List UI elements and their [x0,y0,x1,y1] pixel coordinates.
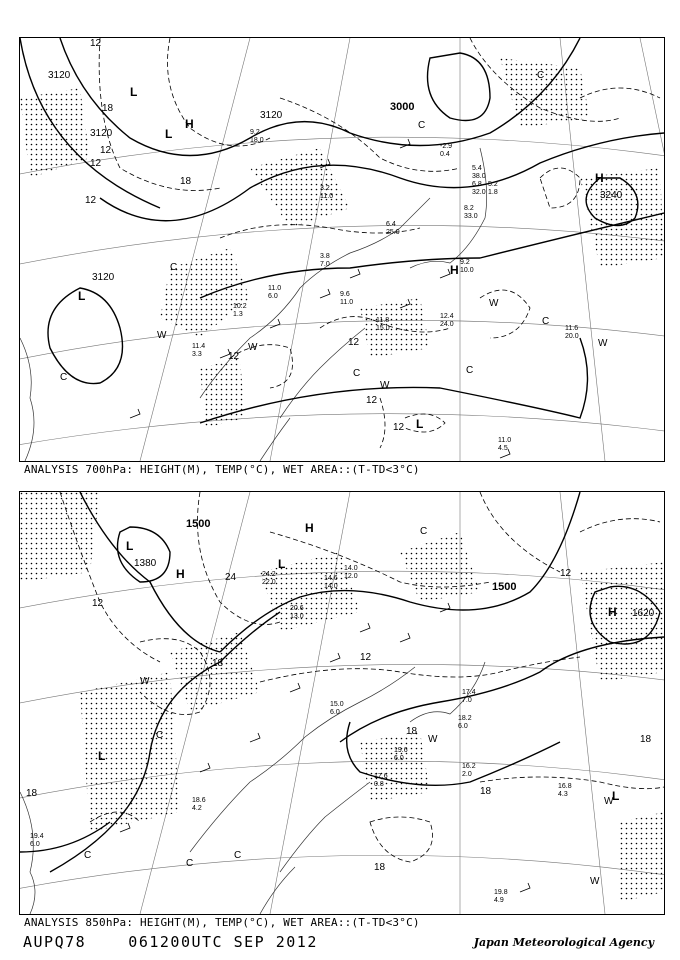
temp-label: 12 [85,195,97,206]
station-value: 7.0 [320,261,330,268]
temp-label: 18 [26,788,38,799]
low-center: L [612,789,620,803]
station-value: 5.2 [488,181,498,188]
wind-barbs [120,603,530,892]
station-value: 2.0 [462,771,472,778]
station-value: 19.8 [494,889,508,896]
temp-label: 18 [480,786,492,797]
temp-label: 12 [90,38,102,49]
caption-850hpa: ANALYSIS 850hPa: HEIGHT(M), TEMP(°C), WET AREA::(T-TD<3°C) [24,916,420,929]
height-label: 3120 [92,272,115,283]
station-value: 9.6 [340,291,350,298]
station-value: 4.9 [494,897,504,904]
station-value: -2.9 [440,143,453,150]
station-value: 18.2 [458,715,472,722]
warm-marker: W [489,298,499,309]
cold-marker: C [542,316,550,327]
map-850hpa-canvas [20,492,664,914]
high-center: H [305,521,314,535]
station-value: 18.6 [192,797,206,804]
station-value: 9.2 [250,129,260,136]
temp-label: 12 [366,395,378,406]
map-panel-700hpa [19,37,665,462]
wet-areas [20,492,664,902]
wet-areas [20,58,664,428]
station-value: 14.6 [324,575,338,582]
temp-label: 18 [212,658,224,669]
station-value: 4.3 [558,791,568,798]
low-center: L [126,539,134,553]
station-value: 6.0 [330,709,340,716]
height-label: 3000 [390,101,415,113]
cold-marker: C [234,850,242,861]
map-panel-850hpa [19,491,665,915]
station-value: 0.4 [440,151,450,158]
cold-marker: C [170,262,178,273]
station-value: 32.0 [472,189,486,196]
station-value: 20.0 [565,333,579,340]
station-value: 11.8 [376,317,390,324]
high-center: H [450,263,459,277]
height-label: 1500 [186,518,211,530]
temp-label: 12 [360,652,372,663]
warm-marker: W [248,342,258,353]
station-value: 11.0 [268,285,282,292]
warm-marker: W [590,876,600,887]
cold-marker: C [156,730,164,741]
station-value: 15.0 [330,701,344,708]
station-value: 19.6 [394,747,408,754]
station-value: 0.8 [374,781,384,788]
caption-700hpa: ANALYSIS 700hPa: HEIGHT(M), TEMP(°C), WET AREA::(T-TD<3°C) [24,463,420,476]
cold-marker: C [60,372,68,383]
low-center: L [98,749,106,763]
station-value: 7.0 [462,697,472,704]
high-center: H [595,171,604,185]
station-value: 15.0 [376,325,390,332]
station-value: 6.0 [394,755,404,762]
cold-marker: C [537,70,545,81]
warm-marker: W [380,380,390,391]
station-value: 6.4 [386,221,396,228]
station-value: 24.0 [440,321,454,328]
station-value: 16.8 [558,783,572,790]
station-value: 1.8 [488,189,498,196]
station-value: 33.0 [464,213,478,220]
cold-marker: C [420,526,428,537]
temp-label: 18 [180,176,192,187]
station-value: 16.2 [462,763,476,770]
temp-label: 18 [374,862,386,873]
station-value: 12.0 [344,573,358,580]
station-value: 11.6 [565,325,579,332]
station-plots [192,129,579,452]
station-value: 13.0 [290,613,304,620]
station-value: 8.2 [464,205,474,212]
temp-label: 18 [102,103,114,114]
station-value: 10.0 [460,267,474,274]
warm-marker: W [140,676,150,687]
cold-marker: C [353,368,361,379]
station-value: 22.0 [262,579,276,586]
station-value: 19.4 [30,833,44,840]
station-value: 14.0 [324,583,338,590]
station-value: 4.5 [498,445,508,452]
high-center: H [608,605,617,619]
station-value: 11.0 [340,299,354,306]
station-value: 17.4 [462,689,476,696]
temp-label: 24 [225,572,237,583]
cold-marker: C [186,858,194,869]
station-value: 11.4 [192,343,206,350]
station-value: 9.2 [460,259,470,266]
height-label: 1620 [632,608,655,619]
station-value: 25.0 [386,229,400,236]
map-700hpa-canvas [20,38,664,461]
warm-marker: W [428,734,438,745]
station-value: 4.2 [192,805,202,812]
low-center: L [278,557,286,571]
low-center: L [130,85,138,99]
station-value: 24.2 [262,571,276,578]
temp-label: 12 [560,568,572,579]
station-value: 11.0 [320,193,334,200]
station-value: 6.0 [458,723,468,730]
station-value: 6.0 [268,293,278,300]
station-value: 10.2 [233,303,247,310]
station-value: 6.0 [30,841,40,848]
temp-label: 12 [393,422,405,433]
height-label: 3120 [260,110,283,121]
temp-label: 12 [100,145,112,156]
temp-label: 18 [406,726,418,737]
station-value: 3.3 [192,351,202,358]
station-value: 14.0 [344,565,358,572]
station-value: 11.0 [498,437,512,444]
station-value: 3.8 [320,253,330,260]
warm-marker: W [598,338,608,349]
high-center: H [185,117,194,131]
height-label: 3120 [48,70,71,81]
low-center: L [78,289,86,303]
station-value: 3.2 [320,185,330,192]
height-label: 1500 [492,581,517,593]
low-center: L [416,417,424,431]
station-value: 5.4 [472,165,482,172]
temp-label: 12 [90,158,102,169]
temp-label: 18 [640,734,652,745]
warm-marker: W [157,330,167,341]
temp-label: 12 [92,598,104,609]
station-value: 1.3 [233,311,243,318]
chart-identifier: AUPQ78 061200UTC SEP 2012 [23,933,318,951]
low-center: L [165,127,173,141]
height-label: 1380 [134,558,157,569]
station-value: 38.0 [472,173,486,180]
station-value: 20.6 [290,605,304,612]
temp-label: 12 [348,337,360,348]
station-value: 12.4 [440,313,454,320]
agency-credit: Japan Meteorological Agency [473,936,654,949]
station-value: 18.0 [250,137,264,144]
high-center: H [176,567,185,581]
height-label: 3120 [90,128,113,139]
station-value: 6.8 [472,181,482,188]
height-label: 3240 [600,190,623,201]
cold-marker: C [466,365,474,376]
cold-marker: C [418,120,426,131]
station-value: 17.6 [374,773,388,780]
temp-label: 12 [228,351,240,362]
warm-marker: W [604,796,614,807]
cold-marker: C [84,850,92,861]
